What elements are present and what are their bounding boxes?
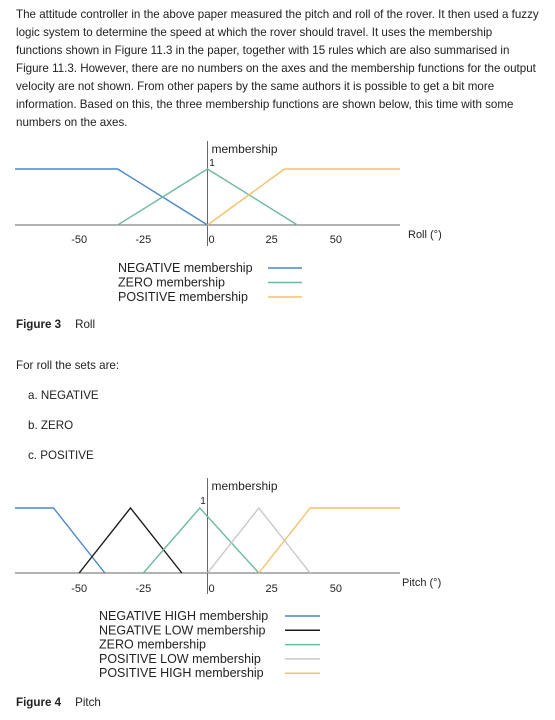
x-tick-label: 50 [329,583,342,595]
legend-label: NEGATIVE LOW membership [99,623,266,638]
x-tick-label: -50 [71,583,88,595]
x-axis-label: Pitch (°) [402,577,442,589]
legend-label: POSITIVE membership [118,290,248,304]
x-tick-label: 25 [265,234,278,246]
legend-label: POSITIVE LOW membership [99,651,261,666]
x-tick-label: 25 [265,583,278,595]
y-axis-label: membership [211,479,278,493]
roll-set-item: b. ZERO [28,419,74,432]
x-tick-label: 0 [208,234,215,246]
series-line [118,169,298,225]
figure-3-caption [16,318,95,331]
roll-set-item: c. POSITIVE [28,449,94,462]
figure-4-caption-text: Pitch [75,696,101,709]
legend-label: NEGATIVE HIGH membership [99,609,269,623]
x-tick-label: 50 [329,234,342,246]
series-line [79,508,182,573]
legend-label: NEGATIVE membership [118,261,253,275]
series-line [259,508,400,573]
y-axis-label: membership [211,142,278,156]
series-line [15,169,208,225]
legend-label: POSITIVE HIGH membership [99,666,264,681]
figure-4-caption-label: Figure 4 [16,696,62,709]
series-line [208,508,311,573]
y-tick-label: 1 [200,496,206,507]
series-line [15,508,105,573]
legend-label: ZERO membership [99,637,206,652]
figure-3-caption-label: Figure 3 [16,318,62,331]
figure-4-caption [16,696,101,709]
series-line [208,169,401,225]
x-axis-label: Roll (°) [408,229,442,241]
series-line [143,508,259,573]
x-tick-label: 0 [208,583,215,595]
figure-3-caption-text: Roll [75,318,96,331]
x-tick-label: -50 [71,234,88,246]
x-tick-label: -25 [135,583,152,595]
roll-sets-intro: For roll the sets are: [16,359,120,372]
x-tick-label: -25 [135,234,152,246]
intro-paragraph: The attitude controller in the above paper measured the pitch and roll of the rover. It then used a fuzzy logic system to determine the speed at which the rover should travel. It uses the membership functions shown in Figure 11.3 in the paper, together with 15 rules which are also summarised in Figure 11.3. However, there are no numbers on the axes and the membership functions for the output velocity are not shown. From other papers by the same authors it is possible to get a bit more information. Based on this, the three membership functions are shown below, this time with some numbers on the axes. [16,8,539,129]
y-tick-label: 1 [209,158,215,169]
legend-label: ZERO membership [118,275,225,290]
roll-set-item: a. NEGATIVE [28,389,99,402]
